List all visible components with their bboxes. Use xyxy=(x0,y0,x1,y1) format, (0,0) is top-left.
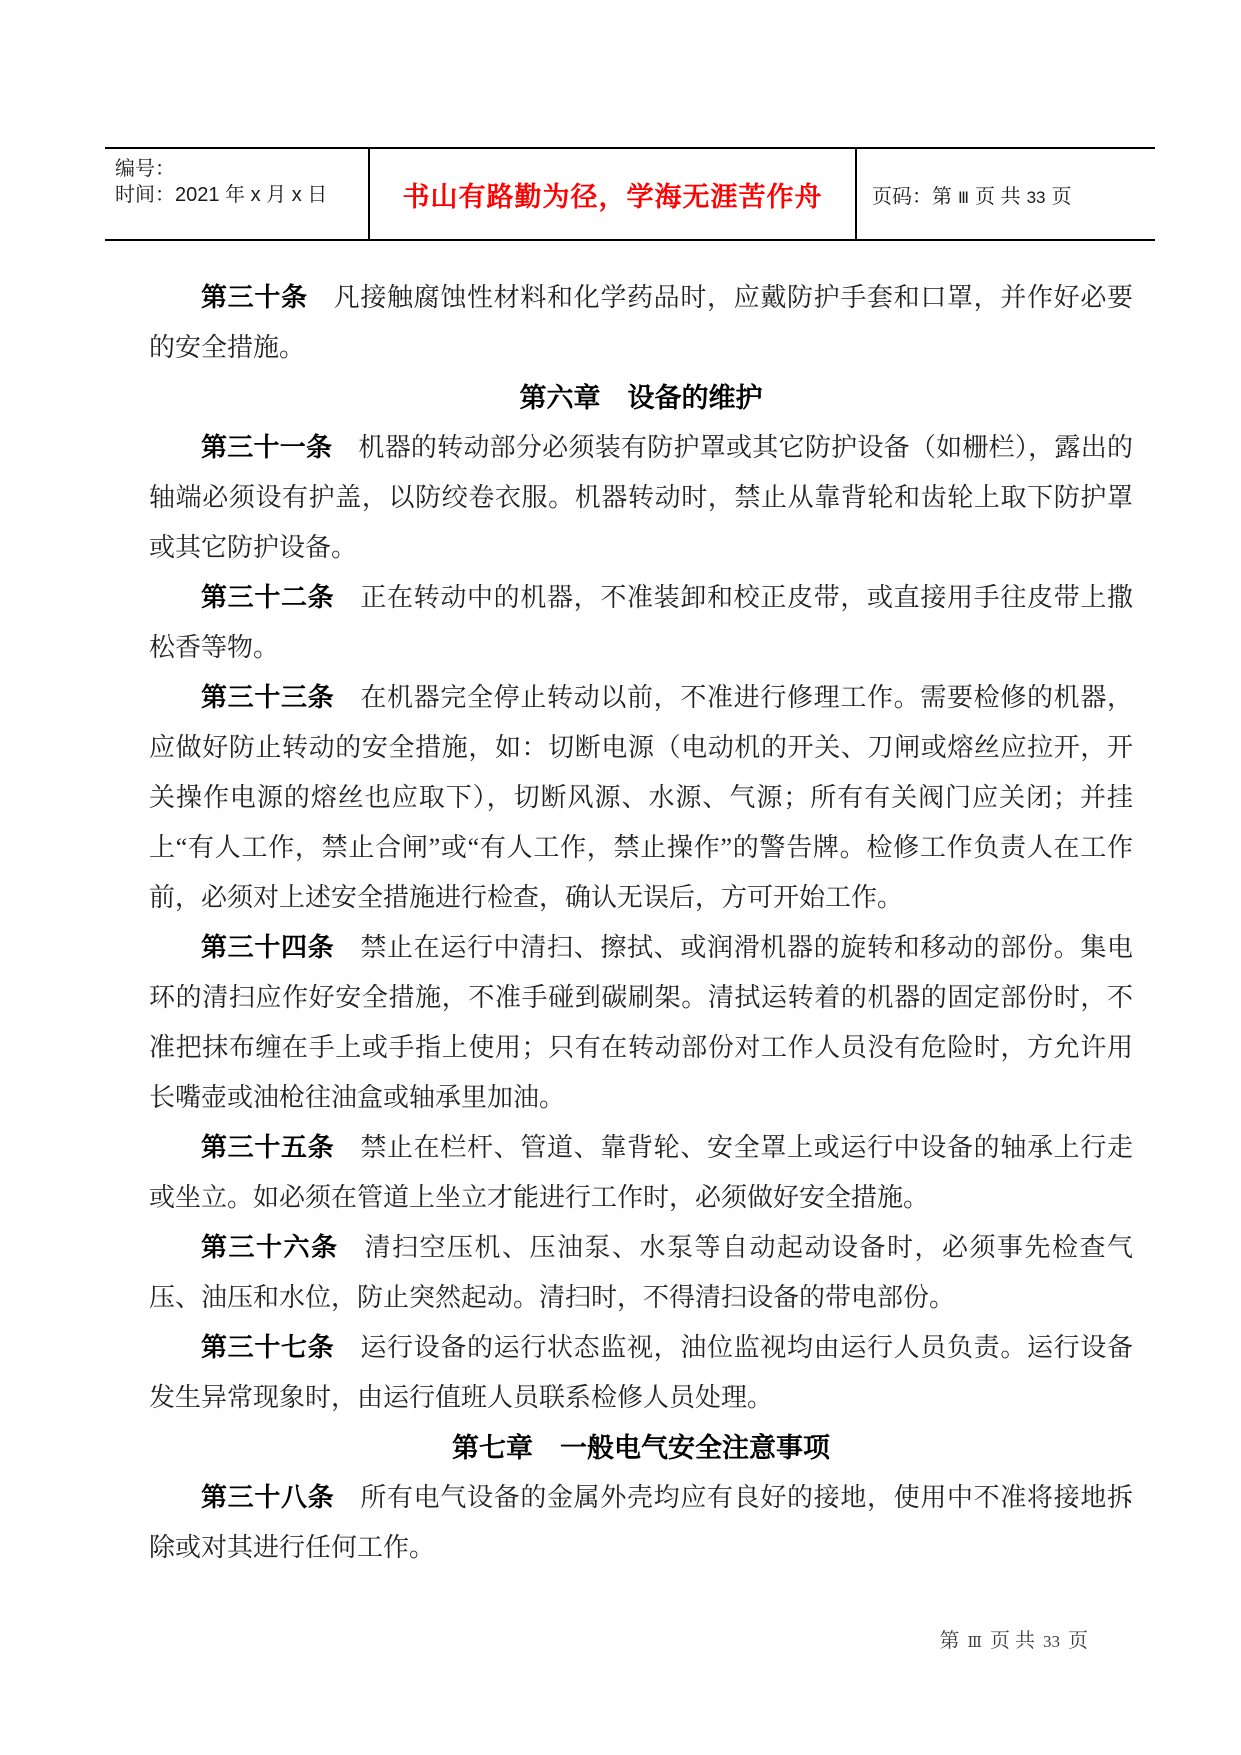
header-left-cell xyxy=(105,149,368,239)
article-number: 第三十五条 xyxy=(201,1133,335,1162)
footer-total-pages: 33 xyxy=(1043,1632,1060,1651)
article-number: 第三十八条 xyxy=(201,1483,335,1512)
header-middle-cell xyxy=(368,149,855,239)
header-number-label: 编号： xyxy=(115,158,175,180)
article-paragraph: 第三十一条 机器的转动部分必须装有防护罩或其它防护设备（如栅栏），露出的轴端必须设有护盖，以防绞卷衣服。机器转动时，禁止从靠背轮和齿轮上取下防护罩或其它防护设备。 xyxy=(149,433,1133,562)
article-number: 第三十一条 xyxy=(201,433,333,462)
header-right-cell xyxy=(855,149,1155,239)
header-page-info-suffix: 页 xyxy=(1051,185,1072,208)
article-paragraph: 第三十二条 正在转动中的机器，不准装卸和校正皮带，或直接用手往皮带上撒松香等物。 xyxy=(149,583,1133,662)
article-paragraph: 第三十六条 清扫空压机、压油泵、水泵等自动起动设备时，必须事先检查气压、油压和水位，防止突然起动。清扫时，不得清扫设备的带电部份。 xyxy=(149,1233,1133,1312)
chapter-heading: 第六章 设备的维护 xyxy=(519,383,763,413)
article-number: 第三十四条 xyxy=(201,933,335,962)
header-total-pages: 33 xyxy=(1026,187,1046,207)
article-paragraph: 第三十条 凡接触腐蚀性材料和化学药品时，应戴防护手套和口罩，并作好必要的安全措施。 xyxy=(149,283,1133,362)
header-motto: 书山有路勤为径，学海无涯苦作舟 xyxy=(402,181,823,212)
article-paragraph: 第三十五条 禁止在栏杆、管道、靠背轮、安全罩上或运行中设备的轴承上行走或坐立。如必须在管道上坐立才能进行工作时，必须做好安全措施。 xyxy=(149,1133,1133,1212)
header-table xyxy=(105,147,1155,241)
header-page-info xyxy=(869,180,1075,209)
header-time-label: 时间：2021 年 x 月 x 日 xyxy=(115,184,328,206)
footer-mid: 页 共 xyxy=(990,1630,1035,1652)
footer-prefix: 第 xyxy=(939,1630,960,1652)
article-paragraph: 第三十三条 在机器完全停止转动以前，不准进行修理工作。需要检修的机器，应做好防止转动的安全措施，如：切断电源（电动机的开关、刀闸或熔丝应拉开，开关操作电源的熔丝也应取下），切断风源、水源、气源；所有有关阀门应关闭；并挂上“有人工作，禁止合闸”或“有人工作，禁止操作”的警告牌。检修工作负责人在工作前，必须对上述安全措施进行检查，确认无误后，方可开始工作。 xyxy=(149,683,1133,912)
page-footer xyxy=(0,1624,1241,1653)
article-paragraph: 第三十四条 禁止在运行中清扫、擦拭、或润滑机器的旋转和移动的部份。集电环的清扫应作好安全措施，不准手碰到碳刷架。清拭运转着的机器的固定部份时，不准把抹布缠在手上或手指上使用；只有在转动部份对工作人员没有危险时，方允许用长嘴壶或油枪往油盒或轴承里加油。 xyxy=(149,933,1133,1112)
article-number: 第三十三条 xyxy=(201,683,335,712)
article-number: 第三十七条 xyxy=(201,1333,335,1362)
article-paragraph: 第三十七条 运行设备的运行状态监视，油位监视均由运行人员负责。运行设备发生异常现象时，由运行值班人员联系检修人员处理。 xyxy=(149,1333,1133,1412)
footer-suffix: 页 xyxy=(1068,1630,1088,1652)
document-body xyxy=(149,273,1133,1573)
header-page-info-prefix: 页码：第 xyxy=(872,185,952,208)
article-number: 第三十二条 xyxy=(201,583,335,612)
footer-page-number: Ⅲ xyxy=(967,1635,982,1651)
article-number: 第三十条 xyxy=(201,283,308,312)
chapter-heading: 第七章 一般电气安全注意事项 xyxy=(452,1433,830,1463)
header-page-number: Ⅲ xyxy=(958,189,970,207)
article-paragraph: 第三十八条 所有电气设备的金属外壳均应有良好的接地，使用中不准将接地拆除或对其进行任何工作。 xyxy=(149,1483,1133,1562)
header-page-info-mid: 页 共 xyxy=(975,185,1021,208)
article-number: 第三十六条 xyxy=(201,1233,339,1262)
